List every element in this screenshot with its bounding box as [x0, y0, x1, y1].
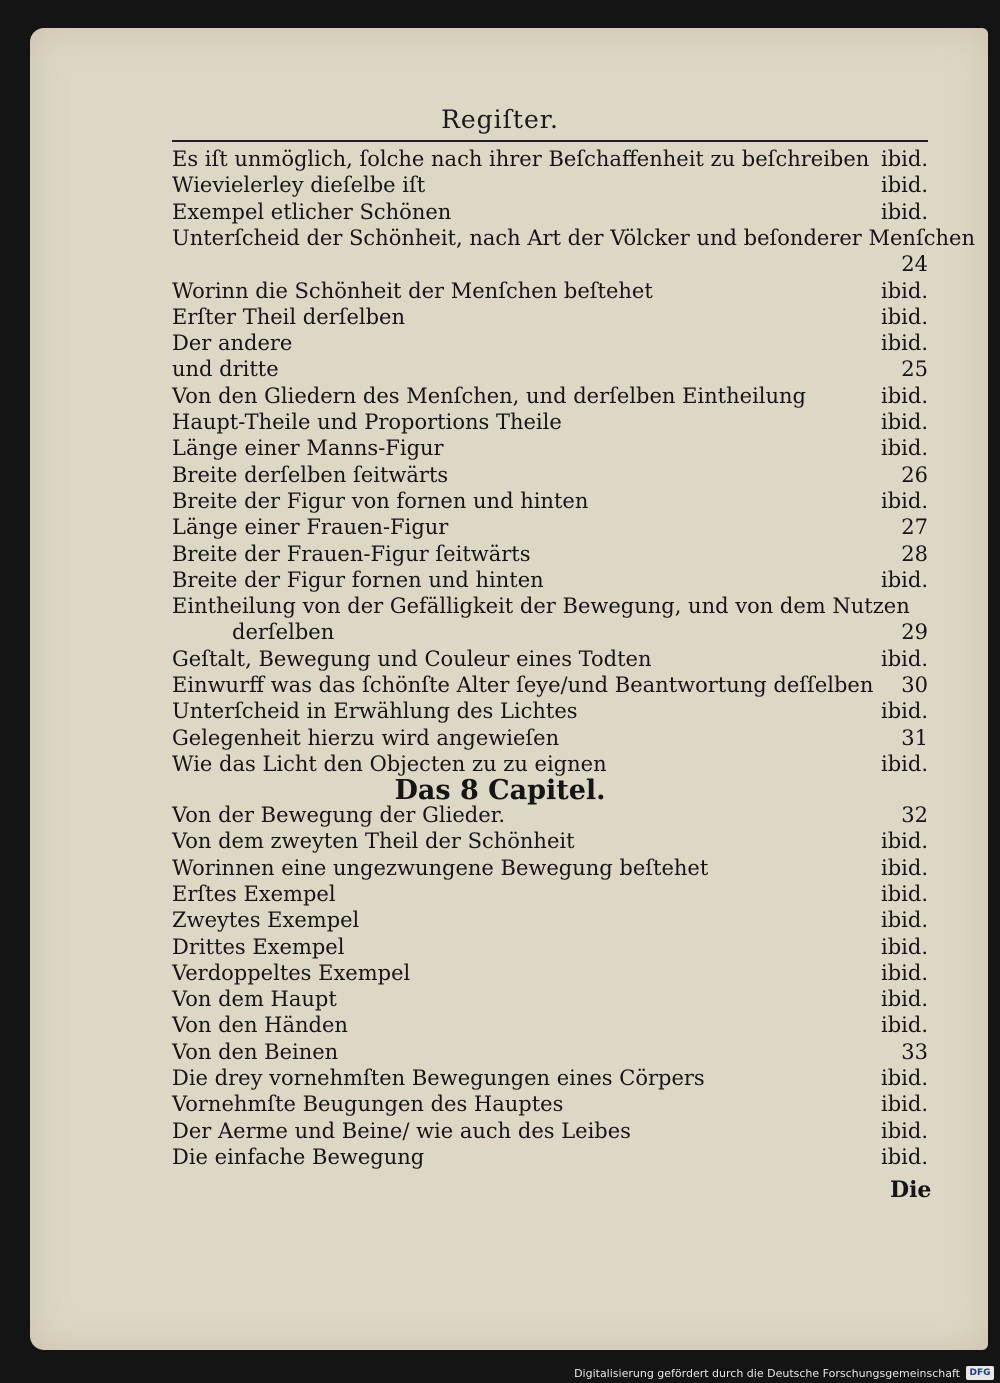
- entry-page: ibid.: [881, 751, 928, 776]
- entry-text: Von den Gliedern des Menſchen, und derſelben Eintheilung: [172, 383, 806, 408]
- register-entry: [172, 934, 932, 960]
- entry-page: ibid.: [881, 1066, 928, 1090]
- chapter-heading: Das 8 Capitel.: [394, 775, 606, 806]
- entry-text: und dritte: [172, 357, 279, 382]
- entry-text: Vornehmſte Beugungen des Hauptes: [172, 1092, 564, 1117]
- entry-page: ibid.: [881, 567, 928, 592]
- register-entry: [172, 330, 932, 356]
- entry-text: Der andere: [172, 331, 293, 356]
- entry-page: ibid.: [881, 855, 928, 880]
- entry-text: Der Aerme und Beine/ wie auch des Leibes: [172, 1118, 631, 1143]
- entry-page: ibid.: [881, 331, 928, 356]
- entry-text: Die einfache Bewegung: [172, 1144, 425, 1169]
- entry-page: 25: [901, 357, 928, 382]
- entry-page: ibid.: [881, 383, 928, 408]
- entry-page: ibid.: [881, 304, 928, 329]
- entry-page: ibid.: [881, 436, 928, 461]
- entry-page: ibid.: [881, 699, 928, 724]
- entry-page: ibid.: [881, 934, 928, 959]
- entry-text: Länge einer Manns-Figur: [172, 436, 444, 461]
- entry-text: Exempel etlicher Schönen: [172, 199, 452, 224]
- register-entry: [172, 383, 932, 409]
- entry-text: derſelben: [232, 620, 335, 645]
- entry-text: Breite der Figur von fornen und hinten: [172, 488, 589, 513]
- register-entry: [172, 514, 932, 540]
- register-entry: [172, 251, 932, 277]
- entry-text: Breite der Frauen-Figur ſeitwärts: [172, 541, 531, 566]
- entry-page: ibid.: [881, 1013, 928, 1038]
- register-entry: [172, 828, 932, 854]
- entry-text: Von der Bewegung der Glieder.: [172, 803, 506, 827]
- entry-page: 30: [901, 673, 928, 697]
- entry-text: Worinnen eine ungezwungene Bewegung beſtehet: [172, 855, 709, 880]
- entry-page: ibid.: [881, 1118, 928, 1143]
- register-entry: [172, 619, 932, 645]
- entry-page: 26: [901, 462, 928, 487]
- register-entry: [172, 1012, 932, 1038]
- register-entry: [172, 986, 932, 1012]
- entry-text: Einwurff was das ſchönſte Alter ſeye/und Beantwortung deſſelben: [172, 673, 874, 697]
- register-entry: [172, 172, 932, 198]
- entry-page: 27: [901, 515, 928, 540]
- register-entry: [172, 960, 932, 986]
- entry-page: ibid.: [881, 199, 928, 224]
- register-entry: [172, 488, 932, 514]
- register-entry: [172, 1118, 932, 1144]
- register-entry: [172, 1039, 932, 1065]
- entry-text: Breite der Figur fornen und hinten: [172, 567, 544, 592]
- entry-page: 32: [901, 803, 928, 827]
- entry-text: Erſter Theil derſelben: [172, 304, 406, 329]
- entry-text: Eintheilung von der Gefälligkeit der Bewegung, und von dem Nutzen: [172, 594, 910, 619]
- entry-text: Unterſcheid der Schönheit, nach Art der Völcker und beſonderer Menſchen: [172, 225, 975, 250]
- entry-page: ibid.: [881, 1144, 928, 1169]
- register-entry: [172, 1065, 932, 1091]
- register-entry: [172, 146, 932, 172]
- entry-text: Die drey vornehmſten Bewegungen eines Cörpers: [172, 1066, 705, 1090]
- register-entry: [172, 304, 932, 330]
- entry-text: Von den Händen: [172, 1013, 348, 1038]
- entry-text: Von dem Haupt: [172, 987, 337, 1012]
- entry-page: ibid.: [881, 1092, 928, 1117]
- entry-text: Unterſcheid in Erwählung des Lichtes: [172, 699, 578, 724]
- entry-text: Es iſt unmöglich, ſolche nach ihrer Beſchaffenheit zu beſchreiben: [172, 147, 870, 171]
- entry-text: Wie das Licht den Objecten zu zu eignen: [172, 751, 607, 776]
- entry-text: Wievielerley dieſelbe iſt: [172, 173, 426, 198]
- entry-page: ibid.: [881, 960, 928, 985]
- entry-page: ibid.: [881, 881, 928, 906]
- entry-page: ibid.: [881, 173, 928, 198]
- register-entry: [172, 698, 932, 724]
- entry-page: ibid.: [881, 646, 928, 671]
- entry-page: ibid.: [881, 829, 928, 854]
- register-entry: [172, 567, 932, 593]
- entry-text: Haupt-Theile und Proportions Theile: [172, 410, 562, 434]
- register-entry: [172, 356, 932, 382]
- running-header: Regiſter.: [441, 105, 559, 134]
- entry-text: Breite derſelben ſeitwärts: [172, 462, 449, 487]
- footer-credit: Digitalisierung gefördert durch die Deutsche Forschungsgemeinschaft: [574, 1367, 960, 1380]
- entry-page: 33: [901, 1039, 928, 1064]
- entry-text: Geſtalt, Bewegung und Couleur eines Todten: [172, 646, 652, 671]
- entry-page: 29: [901, 620, 928, 645]
- register-entry: [172, 881, 932, 907]
- entry-text: Von dem zweyten Theil der Schönheit: [172, 829, 575, 854]
- entry-text: Verdoppeltes Exempel: [172, 960, 411, 985]
- entry-page: ibid.: [881, 488, 928, 513]
- register-entry: [172, 462, 932, 488]
- entry-text: Von den Beinen: [172, 1039, 339, 1064]
- register-entry: [172, 278, 932, 304]
- register-entry: [172, 1091, 932, 1117]
- register-entry: [172, 907, 932, 933]
- entry-page: 31: [901, 725, 928, 750]
- register-entry: [172, 435, 932, 461]
- register-entry: [172, 1144, 932, 1170]
- dfg-logo-icon: DFG: [966, 1366, 994, 1380]
- digitization-footer: [0, 1363, 1000, 1383]
- entry-text: Drittes Exempel: [172, 934, 345, 959]
- entry-text: Gelegenheit hierzu wird angewieſen: [172, 725, 560, 750]
- register-entry: [172, 541, 932, 567]
- entry-page: ibid.: [881, 908, 928, 933]
- entry-text: Zweytes Exempel: [172, 908, 360, 933]
- register-entry: [172, 855, 932, 881]
- entry-page: ibid.: [881, 147, 928, 171]
- entry-page: ibid.: [881, 410, 928, 434]
- entry-page: 24: [901, 252, 928, 277]
- entry-text: Worinn die Schönheit der Menſchen beſtehet: [172, 278, 653, 303]
- register-entry: [172, 199, 932, 225]
- register-entry: [172, 672, 932, 698]
- register-entry: [172, 409, 932, 435]
- entry-page: 28: [901, 541, 928, 566]
- register-entry: [172, 725, 932, 751]
- entry-text: Länge einer Frauen-Figur: [172, 515, 449, 540]
- register-entry: [172, 751, 932, 777]
- catchword: Die: [890, 1177, 932, 1203]
- entry-page: ibid.: [881, 987, 928, 1012]
- entry-page: ibid.: [881, 278, 928, 303]
- register-entry: [172, 593, 932, 619]
- register-entry: [172, 646, 932, 672]
- register-entry: [172, 225, 975, 251]
- entry-text: Erſtes Exempel: [172, 881, 336, 906]
